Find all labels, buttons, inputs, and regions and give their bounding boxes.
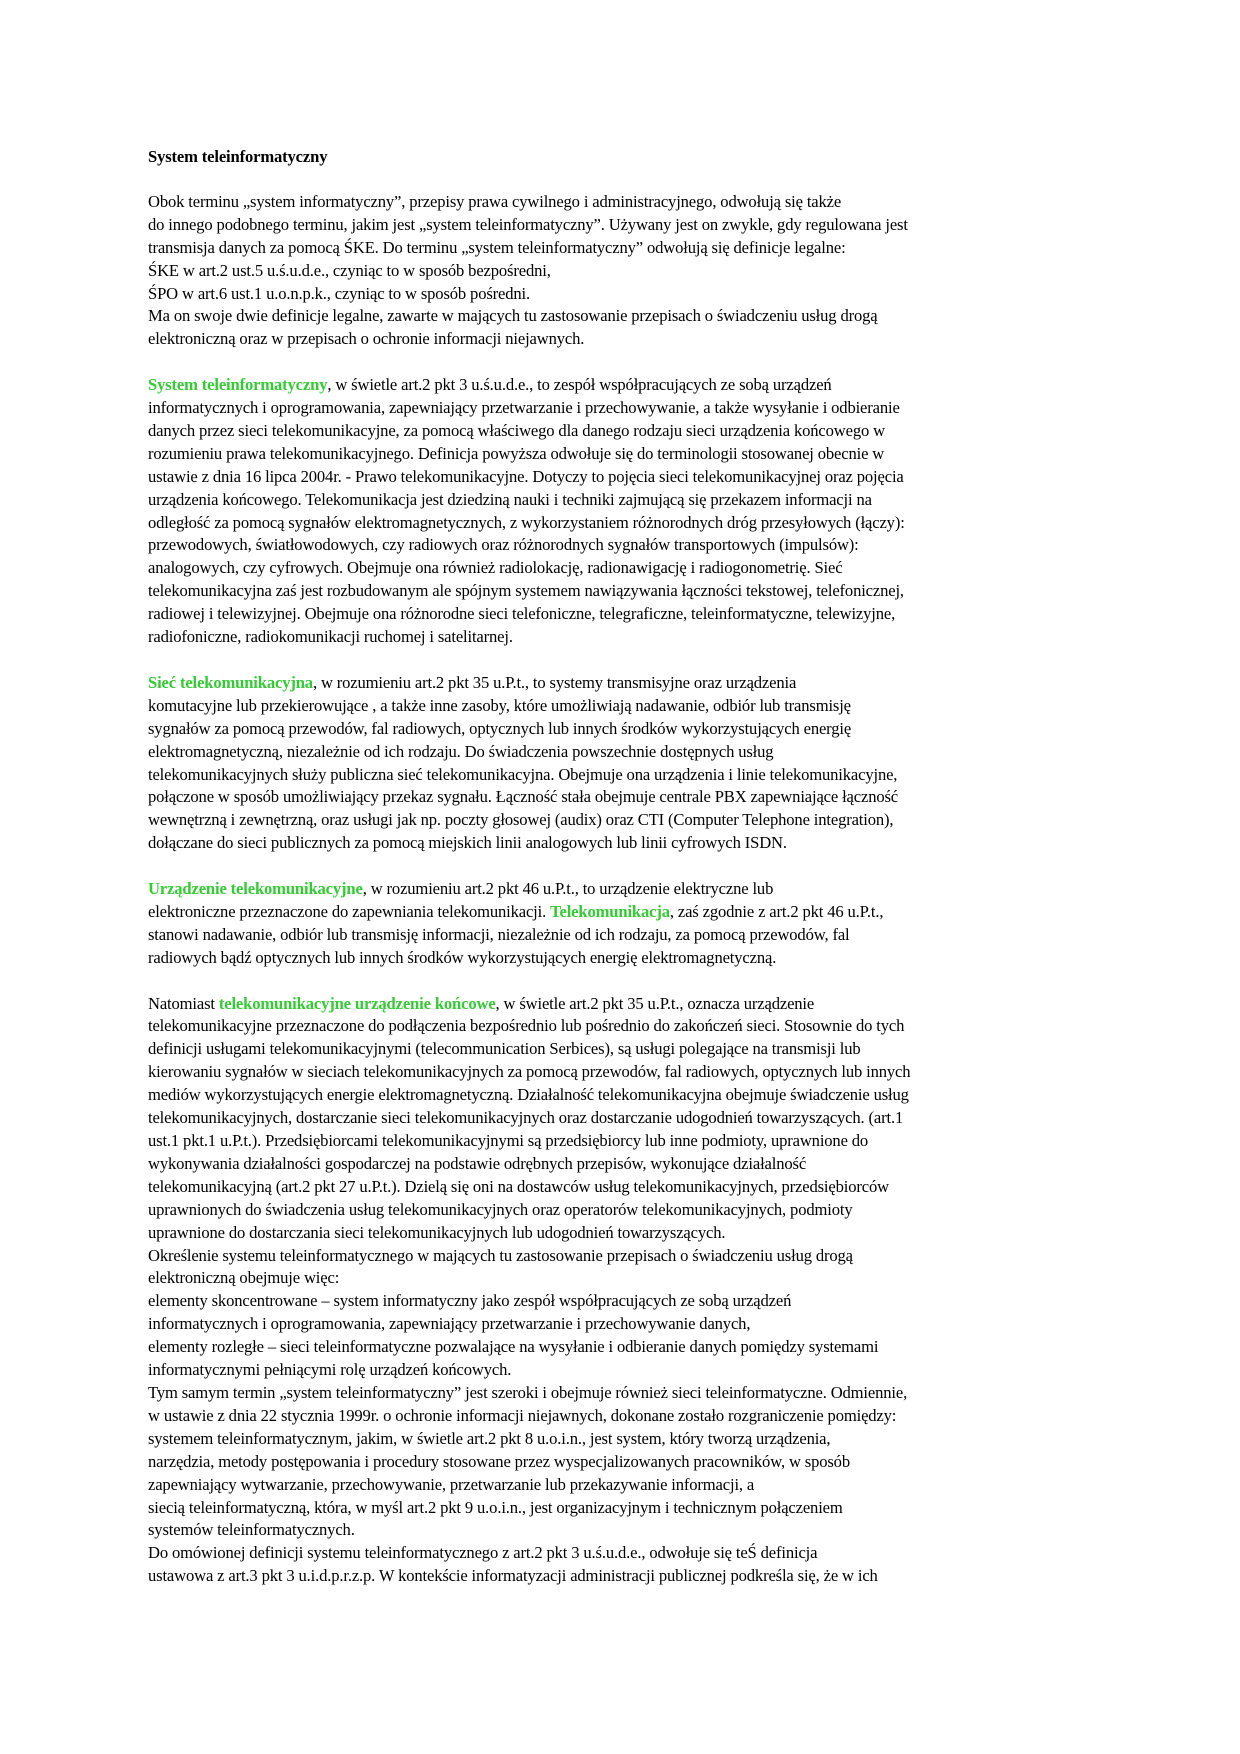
text-segment: definicji usługami telekomunikacyjnymi (telecommunication Serbices), są usługi polegające na transmisji lub [148,1039,861,1059]
text-segment: radiofoniczne, radiokomunikacji ruchomej i satelitarnej. [148,627,513,647]
text-segment: informatycznych i oprogramowania, zapewniający przetwarzanie i przechowywanie, a także wysyłanie i odbieranie [148,398,900,418]
text-segment: urządzenia końcowego. Telekomunikacja jest dziedziną nauki i techniki zajmującą się przekazem informacji na [148,489,872,509]
document-title: System teleinformatyczny [148,147,328,166]
text-segment: ustawie z dnia 16 lipca 2004r. - Prawo telekomunikacyjne. Dotyczy to pojęcia sieci telekomunikacyjnej oraz pojęcia [148,466,904,486]
text-segment: elektromagnetyczną, niezależnie od ich rodzaju. Do świadczenia powszechnie dostępnych usług [148,741,774,761]
text-segment: wewnętrzną i zewnętrzną, oraz usługi jak np. poczty głosowej (audix) oraz CTI (Computer Telephone integration), [148,810,894,830]
text-line [148,1061,1088,1084]
text-line [148,741,1088,764]
text-line [148,260,1088,283]
text-line [148,1519,1088,1542]
text-line [148,534,1088,557]
text-line [148,1199,1088,1222]
text-line [148,1565,1088,1588]
text-segment: transmisja danych za pomocą ŚKE. Do terminu „system teleinformatyczny” odwołują się definicje legalne: [148,237,846,257]
text-line [148,1382,1088,1405]
text-line [148,695,1088,718]
text-segment: do innego podobnego terminu, jakim jest „system teleinformatyczny”. Używany jest on zwykle, gdy regulowana jest [148,214,908,234]
text-line [148,672,1088,695]
paragraph-intro [148,191,1088,351]
text-segment: Określenie systemu teleinformatycznego w mających tu zastosowanie przepisach o świadczeniu usług drogą [148,1245,853,1265]
text-line [148,1084,1088,1107]
text-line [148,1267,1088,1290]
text-segment: telekomunikacyjne przeznaczone do podłączenia bezpośrednio lub pośrednio do zakończeń sieci. Stosownie do tych [148,1016,905,1036]
text-line [148,718,1088,741]
text-line [148,237,1088,260]
text-line [148,1245,1088,1268]
text-segment: , w rozumieniu art.2 pkt 46 u.P.t., to urządzenie elektryczne lub [362,879,774,899]
text-segment: kierowaniu sygnałów w sieciach telekomunikacyjnych za pomocą przewodów, fal radiowych, optycznych lub innych [148,1062,911,1082]
text-segment: ŚPO w art.6 ust.1 u.o.n.p.k., czyniąc to w sposób pośredni. [148,283,530,303]
text-segment: komutacyjne lub przekierowujące , a także inne zasoby, które umożliwiają nadawanie, odbiór lub transmisję [148,695,851,715]
text-segment: analogowych, czy cyfrowych. Obejmuje ona również radiolokację, radionawigację i radiogonometrię. Sieć [148,558,843,578]
text-segment: siecią teleinformatyczną, która, w myśl art.2 pkt 9 u.o.i.n., jest organizacyjnym i technicznym połączeniem [148,1497,843,1517]
text-line [148,580,1088,603]
text-segment: elektroniczną oraz w przepisach o ochronie informacji niejawnych. [148,329,585,349]
text-segment: rozumieniu prawa telekomunikacyjnego. Definicja powyższa odwołuje się do terminologii stosowanej obecnie w [148,443,885,463]
text-line [148,626,1088,649]
text-segment: odległość za pomocą sygnałów elektromagnetycznych, z wykorzystaniem różnorodnych dróg przesyłowych (łączy): [148,512,905,532]
text-line [148,764,1088,787]
text-segment: ust.1 pkt.1 u.P.t.). Przedsiębiorcami telekomunikacyjnymi są przedsiębiorcy lub inne podmioty, uprawnione do [148,1131,869,1150]
text-line [148,1222,1088,1245]
text-segment: , zaś zgodnie z art.2 pkt 46 u.P.t., [669,901,884,921]
text-segment: elektroniczną obejmuje więc: [148,1268,340,1288]
text-line [148,1176,1088,1199]
highlighted-term: telekomunikacyjne urządzenie końcowe [218,993,496,1013]
text-segment: systemów teleinformatycznych. [148,1520,355,1540]
text-segment: dołączane do sieci publicznych za pomocą miejskich linii analogowych lub linii cyfrowych ISDN. [148,833,787,853]
text-line [148,901,1088,924]
text-segment: telekomunikacyjnych służy publiczna sieć telekomunikacyjna. Obejmuje ona urządzenia i linie telekomunikacyjne, [148,764,898,784]
text-line [148,397,1088,420]
highlighted-term: Telekomunikacja [550,901,670,921]
text-segment: w ustawie z dnia 22 stycznia 1999r. o ochronie informacji niejawnych, dokonane zostało rozgraniczenie pomiędzy: [148,1405,897,1425]
text-segment: elementy rozległe – sieci teleinformatyczne pozwalające na wysyłanie i odbieranie danych pomiędzy systemami [148,1337,879,1357]
text-line [148,1107,1088,1130]
text-line [148,603,1088,626]
text-line [148,191,1088,214]
text-line [148,878,1088,901]
text-segment: połączone w sposób umożliwiający przekaz sygnału. Łączność stała obejmuje centrale PBX zapewniające łączność [148,787,899,807]
text-segment: przewodowych, światłowodowych, czy radiowych oraz różnorodnych sygnałów transportowych (impulsów): [148,535,859,555]
text-line [148,786,1088,809]
text-line [148,993,1088,1016]
text-segment: telekomunikacyjną (art.2 pkt 27 u.P.t.). Dzielą się oni na dostawców usług telekomunikacyjnych, przedsiębiorców [148,1176,889,1196]
text-segment: ŚKE w art.2 ust.5 u.ś.u.d.e., czyniąc to w sposób bezpośredni, [148,260,551,280]
text-line [148,512,1088,535]
text-segment: telekomunikacyjna zaś jest rozbudowanym ale spójnym systemem nawiązywania łączności tekstowej, telefonicznej, [148,581,904,601]
text-line [148,1015,1088,1038]
text-line [148,1405,1088,1428]
text-line [148,1542,1088,1565]
text-line [148,305,1088,328]
text-line [148,420,1088,443]
text-line [148,1313,1088,1336]
text-line [148,328,1088,351]
text-line [148,832,1088,855]
text-line [148,557,1088,580]
text-segment: elementy skoncentrowane – system informatyczny jako zespół współpracujących ze sobą urządzeń [148,1291,792,1311]
text-segment: uprawnione do dostarczania sieci telekomunikacyjnych lub udogodnień towarzyszących. [148,1222,726,1242]
text-line [148,1038,1088,1061]
text-segment: stanowi nadawanie, odbiór lub transmisję informacji, niezależnie od ich rodzaju, za pomocą przewodów, fal [148,924,850,944]
text-segment: , w rozumieniu art.2 pkt 35 u.P.t., to systemy transmisyjne oraz urządzenia [312,672,797,692]
document-body [148,191,1088,1588]
text-segment: radiowych bądź optycznych lub innych środków wykorzystujących energię elektromagnetyczną. [148,947,777,967]
paragraph-telekomunikacyjne-urzadzenie-koncowe [148,993,1088,1589]
text-line [148,1451,1088,1474]
text-segment: Obok terminu „system informatyczny”, przepisy prawa cywilnego i administracyjnego, odwołują się także [148,191,842,211]
text-line [148,1336,1088,1359]
text-segment: Natomiast [148,993,219,1013]
highlighted-term: Sieć telekomunikacyjna [148,672,313,692]
text-segment: uprawnionych do świadczenia usług telekomunikacyjnych oraz operatorów telekomunikacyjnych, podmioty [148,1199,853,1219]
highlighted-term: System teleinformatyczny [148,375,328,395]
text-segment: zapewniający wytwarzanie, przechowywanie, przetwarzanie lub przekazywanie informacji, a [148,1474,755,1494]
text-line [148,374,1088,397]
text-line [148,489,1088,512]
text-segment: , w świetle art.2 pkt 35 u.P.t., oznacza urządzenie [495,993,815,1013]
text-line [148,214,1088,237]
text-line [148,924,1088,947]
paragraph-system-teleinformatyczny [148,374,1088,649]
text-line [148,809,1088,832]
text-segment: informatycznych i oprogramowania, zapewniający przetwarzanie i przechowywanie danych, [148,1314,751,1334]
text-segment: wykonywania działalności gospodarczej na podstawie odrębnych przepisów, wykonujące działalność [148,1153,807,1173]
text-line [148,1290,1088,1313]
text-segment: systemem teleinformatycznym, jakim, w świetle art.2 pkt 8 u.o.i.n., jest system, który tworzą urządzenia, [148,1428,831,1448]
text-segment: informatycznymi pełniącymi rolę urządzeń końcowych. [148,1360,512,1380]
paragraph-urzadzenie-telekomunikacyjne [148,878,1088,970]
text-segment: telekomunikacyjnych, dostarczanie sieci telekomunikacyjnych oraz dostarczanie udogodnień towarzyszących. (art.1 [148,1108,904,1128]
text-segment: radiowej i telewizyjnej. Obejmuje ona różnorodne sieci telefoniczne, telegraficzne, teleinformatyczne, telewizyjne, [148,604,896,624]
text-line [148,1130,1088,1153]
text-segment: danych przez sieci telekomunikacyjne, za pomocą właściwego dla danego rodzaju sieci urządzenia końcowego w [148,420,885,440]
paragraph-siec-telekomunikacyjna [148,672,1088,855]
text-line [148,1428,1088,1451]
text-segment: narzędzia, metody postępowania i procedury stosowane przez wyspecjalizowanych pracowników, w sposób [148,1451,850,1471]
text-segment: , w świetle art.2 pkt 3 u.ś.u.d.e., to zespół współpracujących ze sobą urządzeń [327,375,832,395]
text-segment: ustawowa z art.3 pkt 3 u.i.d.p.r.z.p. W kontekście informatyzacji administracji publicznej podkreśla się, że w ich [148,1566,878,1586]
text-segment: sygnałów za pomocą przewodów, fal radiowych, optycznych lub innych środków wykorzystujących energię [148,718,852,738]
text-line [148,283,1088,306]
text-line [148,947,1088,970]
text-line [148,443,1088,466]
document-page [148,146,1088,1611]
text-segment: Tym samym termin „system teleinformatyczny” jest szeroki i obejmuje również sieci teleinformatyczne. Odmiennie, [148,1382,908,1402]
text-line [148,1359,1088,1382]
text-segment: elektroniczne przeznaczone do zapewniania telekomunikacji. [148,901,551,921]
highlighted-term: Urządzenie telekomunikacyjne [148,879,363,899]
text-segment: mediów wykorzystujących energie elektromagnetyczną. Działalność telekomunikacyjna obejmuje świadczenie usług [148,1085,909,1105]
text-segment: Do omówionej definicji systemu teleinformatycznego z art.2 pkt 3 u.ś.u.d.e., odwołuje się teŚ definicja [148,1543,818,1563]
text-line [148,1497,1088,1520]
text-segment: Ma on swoje dwie definicje legalne, zawarte w mających tu zastosowanie przepisach o świadczeniu usług drogą [148,306,878,326]
text-line [148,1474,1088,1497]
text-line [148,466,1088,489]
text-line [148,1153,1088,1176]
